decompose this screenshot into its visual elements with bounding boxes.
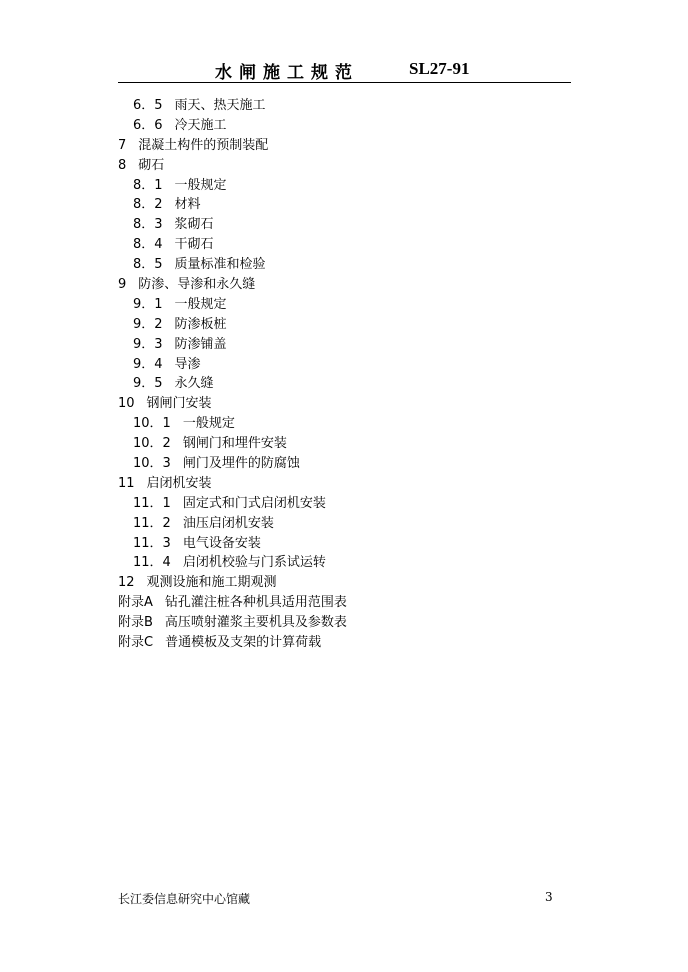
toc-subsection-entry [118, 534, 588, 554]
toc-section-entry [118, 394, 588, 414]
toc-subsection-entry [118, 215, 588, 235]
toc-entry-number: 附录C [118, 635, 154, 651]
toc-subsection-entry [118, 355, 588, 375]
toc-entry-number: 10．3 [133, 456, 171, 472]
toc-entry-title: 干砌石 [174, 237, 214, 253]
toc-entry-number: 10．1 [133, 416, 171, 432]
toc-entry-title: 油压启闭机安装 [182, 515, 274, 531]
toc-entry-title: 混凝土构件的预制装配 [138, 137, 269, 153]
toc-entry-number: 9．4 [133, 356, 163, 372]
toc-entry-title: 电气设备安装 [182, 535, 261, 551]
toc-entry-title: 防渗板桩 [174, 316, 227, 332]
toc-entry-title: 雨天、热天施工 [174, 98, 266, 113]
toc-subsection-entry [118, 116, 588, 136]
toc-entry-title: 钻孔灌注桩各种机具适用范围表 [164, 595, 347, 611]
toc-entry-number: 8．3 [133, 217, 163, 233]
toc-section-entry [118, 474, 588, 494]
toc-entry-title: 防渗、导渗和永久缝 [138, 277, 256, 293]
toc-entry-number: 8 [118, 157, 127, 173]
toc-subsection-entry [118, 414, 588, 434]
toc-entry-number: 10 [118, 396, 135, 412]
toc-section-entry [118, 633, 588, 653]
toc-entry-title: 冷天施工 [174, 117, 227, 133]
toc-entry-title: 闸门及埋件的防腐蚀 [182, 456, 300, 472]
toc-entry-title: 固定式和门式启闭机安装 [182, 495, 326, 511]
toc-entry-title: 启闭机安装 [146, 475, 212, 491]
toc-entry-number: 6．5 [133, 98, 163, 113]
toc-subsection-entry [118, 235, 588, 255]
toc-entry-number: 12 [118, 575, 135, 591]
toc-entry-number: 10．2 [133, 436, 171, 452]
toc-section-entry [118, 136, 588, 156]
toc-subsection-entry [118, 434, 588, 454]
toc-entry-number: 11．3 [133, 535, 171, 551]
toc-section-entry [118, 156, 588, 176]
standard-code: SL27-91 [409, 59, 470, 78]
toc-subsection-entry [118, 255, 588, 275]
toc-entry-number: 附录A [118, 595, 153, 611]
toc-subsection-entry [118, 514, 588, 534]
toc-entry-number: 6．6 [133, 117, 163, 133]
toc-entry-title: 一般规定 [182, 416, 235, 432]
toc-entry-number: 9 [118, 277, 127, 293]
toc-section-entry [118, 613, 588, 633]
document-title: 水闸施工规范 [215, 63, 359, 83]
page-number: 3 [545, 890, 553, 904]
toc-entry-title: 防渗铺盖 [174, 336, 227, 352]
toc-entry-title: 观测设施和施工期观测 [146, 575, 277, 591]
toc-entry-number: 9．3 [133, 336, 163, 352]
toc-entry-title: 一般规定 [174, 296, 227, 312]
toc-subsection-entry [118, 176, 588, 196]
toc-entry-title: 高压喷射灌浆主要机具及参数表 [164, 615, 347, 631]
toc-entry-title: 砌石 [138, 157, 165, 173]
toc-subsection-entry [118, 494, 588, 514]
toc-entry-title: 质量标准和检验 [174, 257, 266, 273]
toc-entry-number: 11 [118, 475, 135, 491]
toc-subsection-entry [118, 96, 588, 116]
toc-entry-number: 8．1 [133, 177, 163, 193]
toc-entry-number: 附录B [118, 615, 153, 631]
toc-entry-number: 9．1 [133, 296, 163, 312]
toc-entry-number: 11．1 [133, 495, 171, 511]
toc-section-entry [118, 573, 588, 593]
toc-entry-number: 9．2 [133, 316, 163, 332]
toc-entry-number: 11．4 [133, 555, 171, 571]
toc-entry-title: 普通模板及支架的计算荷载 [165, 635, 322, 651]
toc-entry-title: 启闭机校验与门系试运转 [182, 555, 326, 571]
toc-entry-number: 9．5 [133, 376, 163, 392]
toc-entry-title: 材料 [174, 197, 201, 213]
toc-subsection-entry [118, 454, 588, 474]
toc-subsection-entry [118, 553, 588, 573]
toc-subsection-entry [118, 374, 588, 394]
toc-subsection-entry [118, 315, 588, 335]
toc-entry-title: 浆砌石 [174, 217, 214, 233]
toc-entry-title: 永久缝 [174, 376, 214, 392]
toc-entry-number: 8．5 [133, 257, 163, 273]
toc-entry-number: 11．2 [133, 515, 171, 531]
toc-entry-number: 8．2 [133, 197, 163, 213]
toc-subsection-entry [118, 335, 588, 355]
toc-subsection-entry [118, 295, 588, 315]
toc-entry-title: 导渗 [174, 356, 201, 372]
toc-section-entry [118, 593, 588, 613]
footer-source: 长江委信息研究中心馆藏 [118, 892, 251, 906]
toc-section-entry [118, 275, 588, 295]
toc-entry-title: 钢闸门和埋件安装 [182, 436, 287, 452]
toc-entry-number: 7 [118, 137, 127, 153]
toc-entry-number: 8．4 [133, 237, 163, 253]
toc-subsection-entry [118, 195, 588, 215]
toc-entry-title: 钢闸门安装 [146, 396, 212, 412]
table-of-contents [118, 96, 588, 653]
page-header [118, 58, 571, 83]
toc-entry-title: 一般规定 [174, 177, 227, 193]
